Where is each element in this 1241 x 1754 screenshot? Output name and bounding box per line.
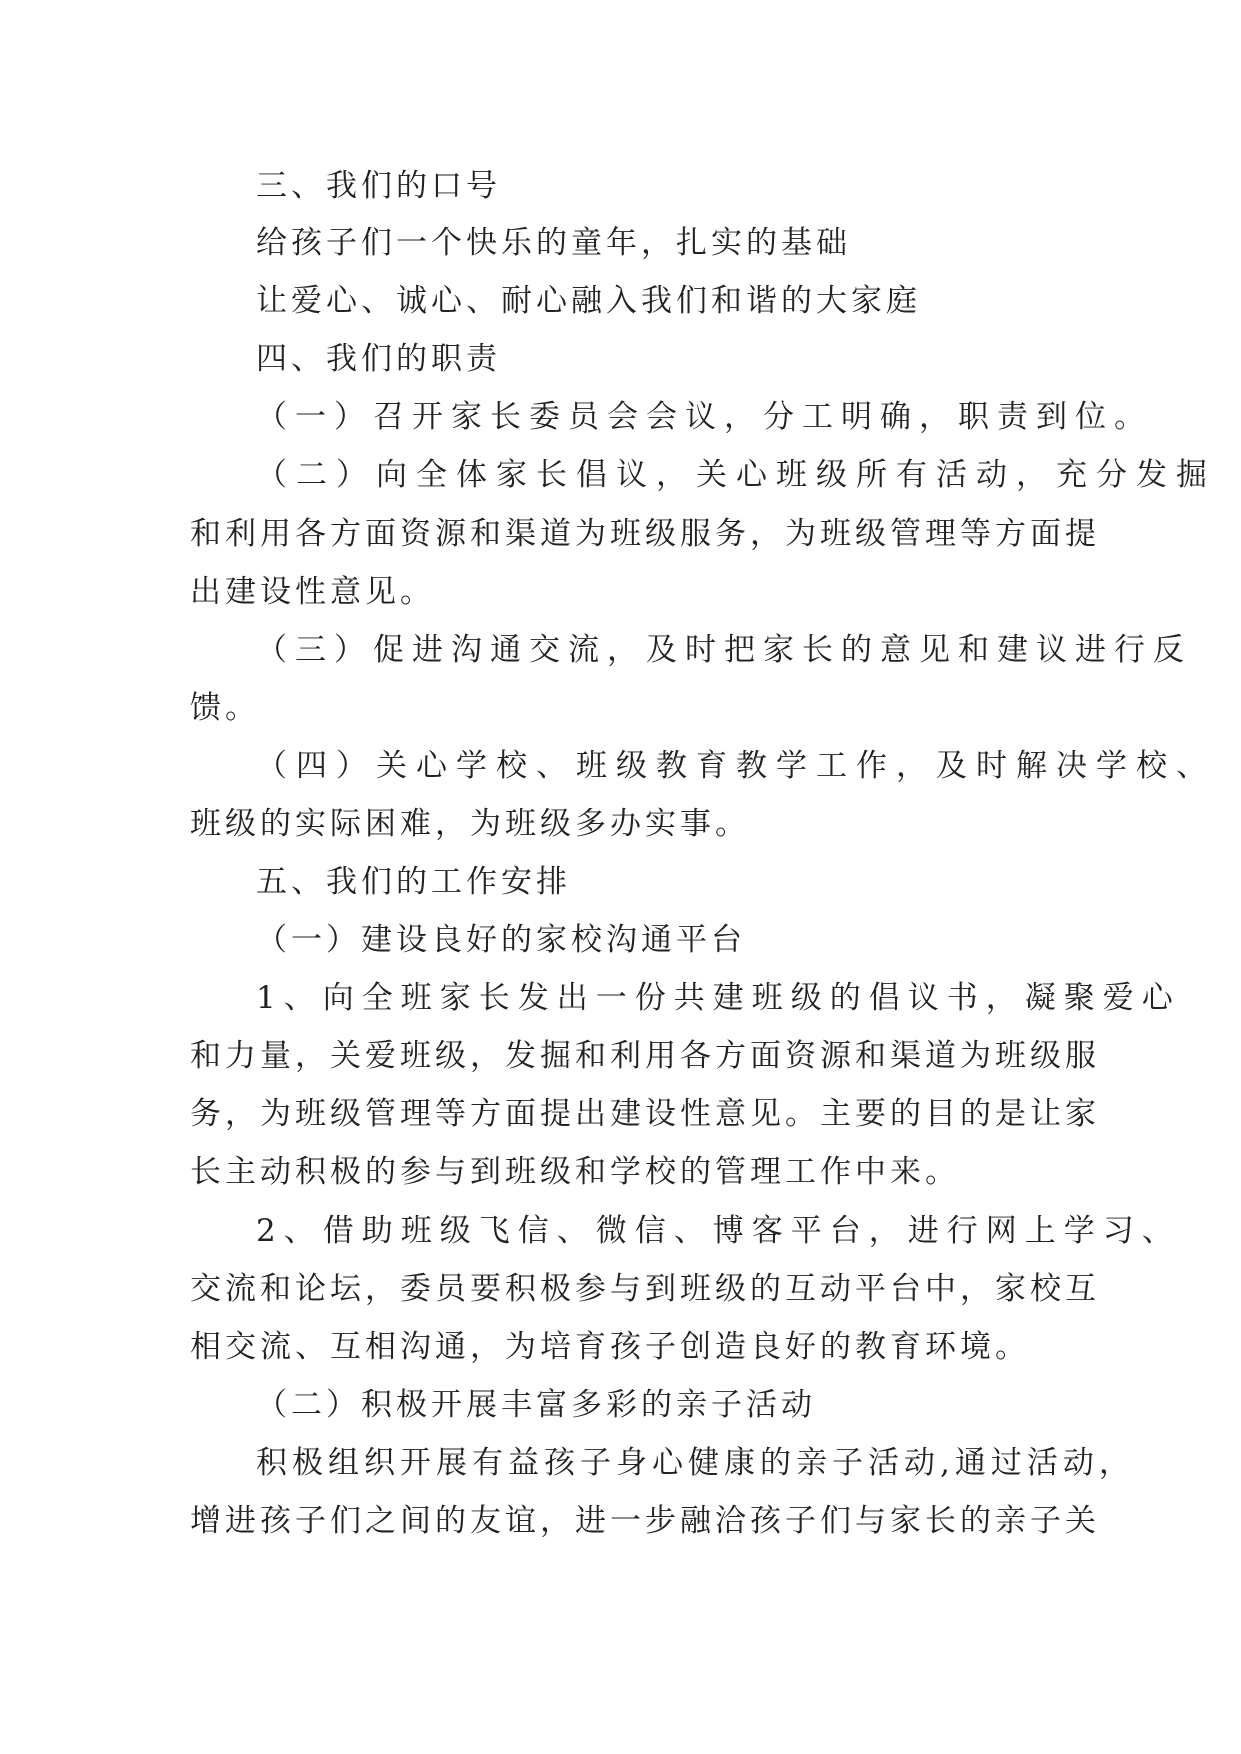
- heading-work-plan: 五、我们的工作安排: [256, 864, 571, 900]
- slogan-line-1: 给孩子们一个快乐的童年，扎实的基础: [256, 225, 851, 261]
- plan-2-line-1: 2、借助班级飞信、微信、博客平台，进行网上学习、: [256, 1213, 1181, 1249]
- plan-1-line-3: 务，为班级管理等方面提出建设性意见。主要的目的是让家: [190, 1096, 1100, 1132]
- activities-line-2: 增进孩子们之间的友谊，进一步融洽孩子们与家长的亲子关: [190, 1503, 1100, 1539]
- duty-2-line-3: 出建设性意见。: [190, 574, 435, 610]
- duty-1: （一）召开家长委员会会议，分工明确，职责到位。: [256, 399, 1153, 435]
- duty-4-line-1: （四）关心学校、班级教育教学工作，及时解决学校、: [256, 748, 1216, 784]
- duty-3-line-2: 馈。: [190, 690, 260, 726]
- duty-2-line-1: （二）向全体家长倡议，关心班级所有活动，充分发掘: [256, 457, 1216, 493]
- heading-duties: 四、我们的职责: [256, 341, 501, 377]
- heading-slogan: 三、我们的口号: [256, 168, 501, 204]
- plan-1-line-4: 长主动积极的参与到班级和学校的管理工作中来。: [190, 1154, 960, 1190]
- slogan-line-2: 让爱心、诚心、耐心融入我们和谐的大家庭: [256, 283, 921, 319]
- plan-1-line-1: 1、向全班家长发出一份共建班级的倡议书，凝聚爱心: [256, 980, 1181, 1016]
- plan-2-line-3: 相交流、互相沟通，为培育孩子创造良好的教育环境。: [190, 1329, 1030, 1365]
- duty-4-line-2: 班级的实际困难，为班级多办实事。: [190, 806, 750, 842]
- plan-2-line-2: 交流和论坛，委员要积极参与到班级的互动平台中，家校互: [190, 1271, 1100, 1307]
- duty-2-line-2: 和利用各方面资源和渠道为班级服务，为班级管理等方面提: [190, 516, 1100, 552]
- subheading-activities: （二）积极开展丰富多彩的亲子活动: [256, 1387, 816, 1423]
- subheading-platform: （一）建设良好的家校沟通平台: [256, 922, 746, 958]
- plan-1-line-2: 和力量，关爱班级，发掘和利用各方面资源和渠道为班级服: [190, 1038, 1100, 1074]
- duty-3-line-1: （三）促进沟通交流，及时把家长的意见和建议进行反: [256, 632, 1192, 668]
- activities-line-1: 积极组织开展有益孩子身心健康的亲子活动,通过活动，: [256, 1445, 1135, 1481]
